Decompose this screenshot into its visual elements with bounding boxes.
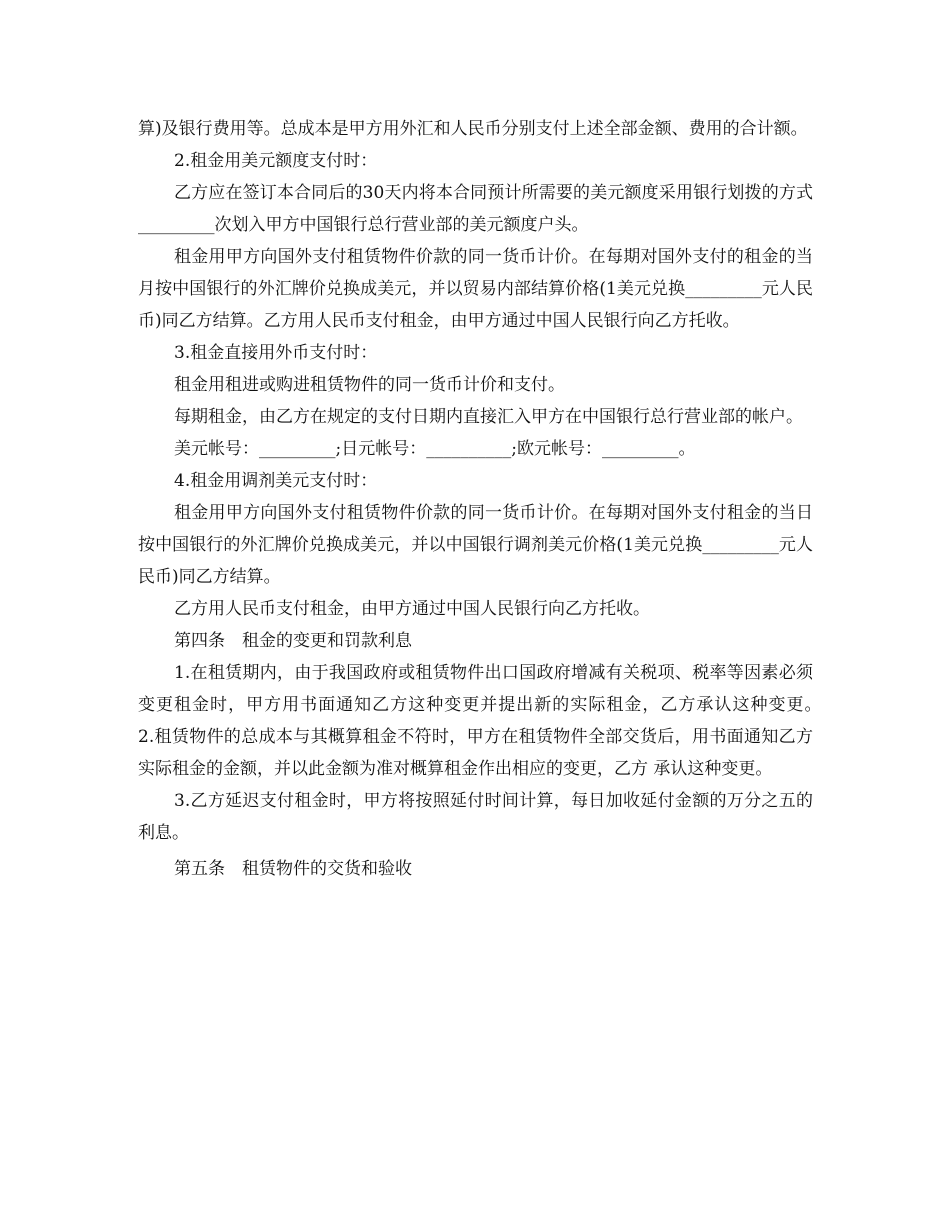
paragraph-foreign-currency-heading: 3.租金直接用外币支付时： xyxy=(174,343,378,363)
paragraph-rmb-collection: 乙方用人民币支付租金，由甲方通过中国人民银行向乙方托收。 xyxy=(174,599,650,619)
article-4-heading: 第四条 租金的变更和罚款利息 xyxy=(174,631,412,651)
paragraph-swap-usd-heading: 4.租金用调剂美元支付时： xyxy=(174,471,378,491)
paragraph-account-numbers: 美元帐号：_________;日元帐号：__________;欧元帐号：_________。 xyxy=(174,439,696,459)
paragraph-swap-usd-settlement: 租金用甲方向国外支付租赁物件价款的同一货币计价。在每期对国外支付租金的当日按中国银行的外汇牌价兑换成美元，并以中国银行调剂美元价格(1美元兑换_________元人民币)同乙方结算。 xyxy=(138,503,813,587)
paragraph-usd-quota-settlement: 租金用甲方向国外支付租赁物件价款的同一货币计价。在每期对国外支付的租金的当月按中国银行的外汇牌价兑换成美元，并以贸易内部结算价格(1美元兑换_________元人民币)同乙方结算。乙方用人民币支付租金，由甲方通过中国人民银行向乙方托收。 xyxy=(138,247,813,331)
paragraph-total-cost-continued: 算)及银行费用等。总成本是甲方用外汇和人民币分别支付上述全部金额、费用的合计额。 xyxy=(138,119,808,139)
paragraph-late-interest: 3.乙方延迟支付租金时，甲方将按照延付时间计算，每日加收延付金额的万分之五的利息。 xyxy=(138,791,813,843)
paragraph-foreign-currency-remittance: 每期租金，由乙方在规定的支付日期内直接汇入甲方在中国银行总行营业部的帐户。 xyxy=(174,407,803,427)
paragraph-usd-quota-transfer: 乙方应在签订本合同后的30天内将本合同预计所需要的美元额度采用银行划拨的方式_________次划入甲方中国银行总行营业部的美元额度户头。 xyxy=(138,183,813,235)
paragraph-rent-change: 1.在租赁期内，由于我国政府或租赁物件出口国政府增减有关税项、税率等因素必须变更租金时，甲方用书面通知乙方这种变更并提出新的实际租金，乙方承认这种变更。 2.租赁物件的总成本与其概算租金不符时，甲方在租赁物件全部交货后，用书面通知乙方实际租金的金额，并以此金额为准对概算租金作出相应的变更，乙方 承认这种变更。 xyxy=(138,663,836,779)
document-body xyxy=(138,113,836,885)
paragraph-foreign-currency-pricing: 租金用租进或购进租赁物件的同一货币计价和支付。 xyxy=(174,375,565,395)
paragraph-usd-quota-heading: 2.租金用美元额度支付时： xyxy=(174,151,378,171)
article-5-heading: 第五条 租赁物件的交货和验收 xyxy=(174,859,412,879)
